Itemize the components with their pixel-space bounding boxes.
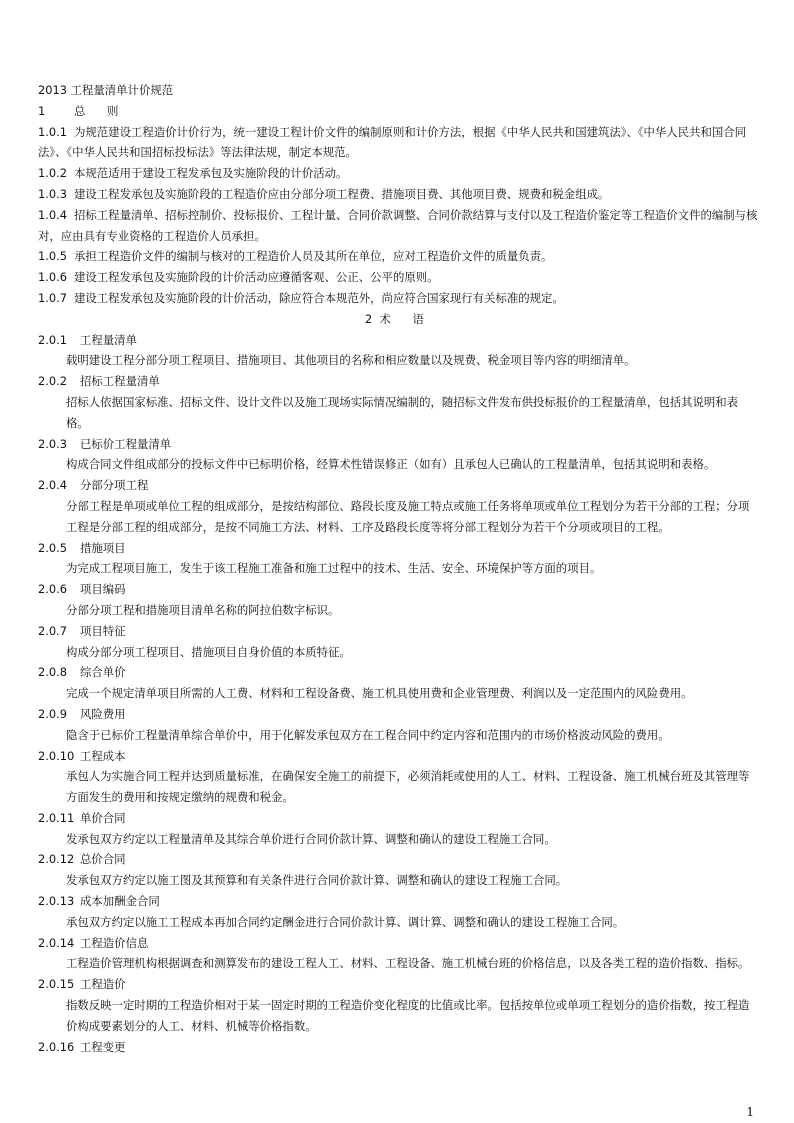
term-heading: 2.0.3 已标价工程量清单 xyxy=(38,436,172,451)
chapter-2-terms xyxy=(38,330,760,1058)
term-heading: 2.0.11 单价合同 xyxy=(38,810,126,825)
term-heading: 2.0.7 项目特征 xyxy=(38,623,126,638)
clause-1-0-1: 1.0.1 为规范建设工程造价计价行为，统一建设工程计价文件的编制原则和计价方法，根据《中华人民共和国建筑法》、《中华人民共和国合同法》、《中华人民共和国招标投标法》等法律法规，制定本规范。 xyxy=(38,124,747,160)
term-definition: 承包人为实施合同工程并达到质量标准，在确保安全施工的前提下，必须消耗或使用的人工、材料、工程设备、施工机械台班及其管理等方面发生的费用和按规定缴纳的规费和税金。 xyxy=(66,769,750,805)
term-definition: 构成合同文件组成部分的投标文件中已标明价格，经算术性错误修正（如有）且承包人已确认的工程量清单，包括其说明和表格。 xyxy=(66,457,716,472)
chapter-1-title: 总 则 xyxy=(74,103,128,118)
term-definition: 为完成工程项目施工，发生于该工程施工准备和施工过程中的技术、生活、安全、环境保护等方面的项目。 xyxy=(66,561,602,576)
chapter-1-heading xyxy=(38,101,760,122)
term-definition: 发承包双方约定以工程量清单及其综合单价进行合同价款计算、调整和确认的建设工程施工合同。 xyxy=(66,831,556,846)
term-heading: 2.0.5 措施项目 xyxy=(38,540,126,555)
chapter-2-heading xyxy=(38,309,760,330)
term-heading: 2.0.8 综合单价 xyxy=(38,665,126,680)
term-definition: 构成分部分项工程项目、措施项目自身价值的本质特征。 xyxy=(66,644,351,659)
term-heading: 2.0.2 招标工程量清单 xyxy=(38,374,160,389)
clause-1-0-5: 1.0.5 承担工程造价文件的编制与核对的工程造价人员及其所在单位，应对工程造价文件的质量负责。 xyxy=(38,249,553,264)
chapter-2-title: 术 语 xyxy=(379,311,433,326)
term-definition: 承包双方约定以施工工程成本再加合同约定酬金进行合同价款计算、调计算、调整和确认的建设工程施工合同。 xyxy=(66,914,625,929)
term-heading: 2.0.16 工程变更 xyxy=(38,1039,126,1054)
term-definition: 完成一个规定清单项目所需的人工费、材料和工程设备费、施工机具使用费和企业管理费、利润以及一定范围内的风险费用。 xyxy=(66,686,693,701)
term-definition: 指数反映一定时期的工程造价相对于某一固定时期的工程造价变化程度的比值或比率。包括按单位或单项工程划分的造价指数，按工程造价构成要素划分的人工、材料、机械等价格指数。 xyxy=(66,998,750,1033)
chapter-2-number: 2 xyxy=(365,311,373,326)
clause-1-0-6: 1.0.6 建设工程发承包及实施阶段的计价活动应遵循客观、公正、公平的原则。 xyxy=(38,270,439,285)
term-heading: 2.0.4 分部分项工程 xyxy=(38,478,149,493)
document-page xyxy=(38,80,760,1057)
term-definition: 分部分项工程和措施项目清单名称的阿拉伯数字标识。 xyxy=(66,602,340,617)
clause-1-0-2: 1.0.2 本规范适用于建设工程发承包及实施阶段的计价活动。 xyxy=(38,166,348,181)
term-definition: 发承包双方约定以施工图及其预算和有关条件进行合同价款计算、调整和确认的建设工程施工合同。 xyxy=(66,873,568,888)
term-heading: 2.0.12 总价合同 xyxy=(38,852,126,867)
term-definition: 分部工程是单项或单位工程的组成部分，是按结构部位、路段长度及施工特点或施工任务将单项或单位工程划分为若干分部的工程；分项工程是分部工程的组成部分，是按不同施工方法、材料、工序及路段长度等将分部工程划分为若干个分项或项目的工程。 xyxy=(66,498,750,534)
clause-1-0-4: 1.0.4 招标工程量清单、招标控制价、投标报价、工程计量、合同价款调整、合同价款结算与支付以及工程造价鉴定等工程造价文件的编制与核对，应由具有专业资格的工程造价人员承担。 xyxy=(38,207,758,243)
term-definition: 隐含于已标价工程量清单综合单价中，用于化解发承包双方在工程合同中约定内容和范围内的市场价格波动风险的费用。 xyxy=(66,727,670,742)
clause-1-0-3: 1.0.3 建设工程发承包及实施阶段的工程造价应由分部分项工程费、措施项目费、其他项目费、规费和税金组成。 xyxy=(38,186,610,201)
chapter-1-clauses xyxy=(38,122,760,309)
term-heading: 2.0.6 项目编码 xyxy=(38,582,126,597)
term-definition: 工程造价管理机构根据调查和测算发布的建设工程人工、材料、工程设备、施工机械台班的价格信息，以及各类工程的造价指数、指标。 xyxy=(66,956,750,971)
term-heading: 2.0.10 工程成本 xyxy=(38,748,126,763)
term-heading: 2.0.1 工程量清单 xyxy=(38,332,137,347)
document-title: 2013 工程量清单计价规范 xyxy=(38,83,174,97)
term-definition: 招标人依据国家标准、招标文件、设计文件以及施工现场实际情况编制的，随招标文件发布供投标报价的工程量清单，包括其说明和表格。 xyxy=(66,394,739,430)
clause-1-0-7: 1.0.7 建设工程发承包及实施阶段的计价活动，除应符合本规范外，尚应符合国家现行有关标准的规定。 xyxy=(38,290,564,305)
term-heading: 2.0.15 工程造价 xyxy=(38,977,126,992)
page-number: 1 xyxy=(746,1105,754,1119)
term-heading: 2.0.9 风险费用 xyxy=(38,706,126,721)
term-heading: 2.0.13 成本加酬金合同 xyxy=(38,894,160,909)
term-definition: 载明建设工程分部分项工程项目、措施项目、其他项目的名称和相应数量以及规费、税金项目等内容的明细清单。 xyxy=(66,353,636,368)
chapter-1-number: 1 xyxy=(38,103,46,118)
term-heading: 2.0.14 工程造价信息 xyxy=(38,935,149,950)
